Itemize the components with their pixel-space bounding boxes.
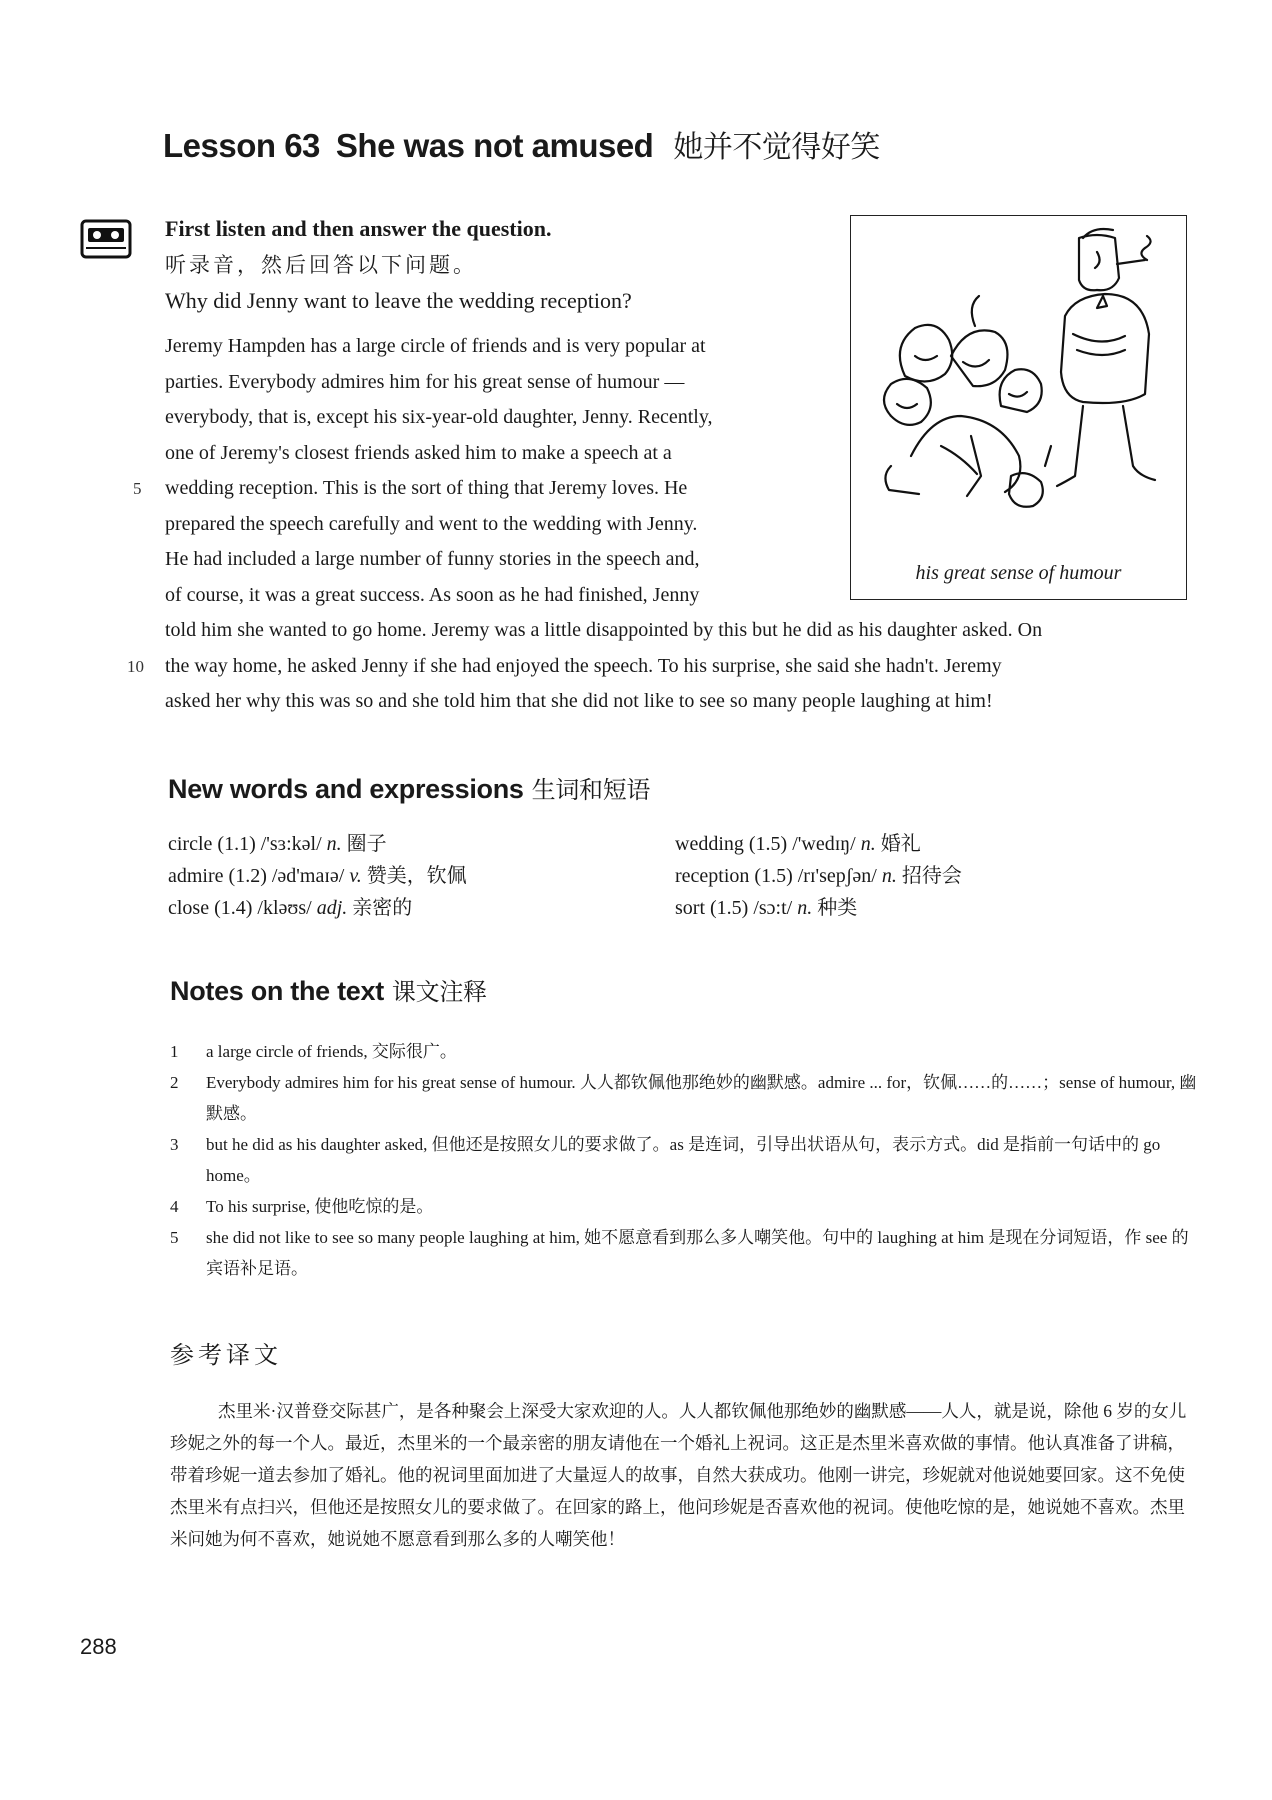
vocab-item: wedding (1.5) /'wedɪŋ/ n. 婚礼	[675, 833, 921, 855]
cassette-tape-icon	[80, 217, 132, 261]
new-words-heading: New words and expressions 生词和短语	[168, 774, 651, 804]
notes-heading: Notes on the text 课文注释	[170, 976, 487, 1006]
passage-line: parties. Everybody admires him for his great sense of humour —	[165, 370, 685, 393]
notes-list	[170, 1036, 1200, 1284]
note-item: 4 To his surprise, 使他吃惊的是。	[170, 1197, 434, 1216]
vocab-item: close (1.4) /kləʊs/ adj. 亲密的	[168, 897, 413, 919]
instruction-zh: 听录音，然后回答以下问题。	[165, 253, 477, 277]
passage-line: 5 wedding reception. This is the sort of thing that Jeremy loves. He	[165, 471, 1042, 507]
vocab-item: admire (1.2) /əd'maɪə/ v. 赞美，钦佩	[168, 865, 467, 887]
vocab-list-left	[168, 828, 467, 924]
note-item: 1 a large circle of friends, 交际很广。	[170, 1042, 457, 1061]
passage-line: 10 the way home, he asked Jenny if she had enjoyed the speech. To his surprise, she said she hadn't. Jeremy	[165, 649, 1042, 685]
passage-line: He had included a large number of funny stories in the speech and,	[165, 548, 700, 570]
lesson-title-zh: 她并不觉得好笑	[673, 131, 880, 164]
passage-line: Jeremy Hampden has a large circle of friends and is very popular at	[165, 335, 706, 357]
instruction-en: First listen and then answer the question.	[165, 216, 552, 241]
illustration-caption: his great sense of humour	[915, 562, 1122, 584]
passage-line: of course, it was a great success. As soon as he had finished, Jenny	[165, 583, 700, 606]
note-item: 3 but he did as his daughter asked, 但他还是按照女儿的要求做了。as 是连词，引导出状语从句，表示方式。did 是指前一句话中的 go home。	[170, 1135, 1161, 1185]
page-number: 288	[80, 1634, 117, 1659]
lesson-title-en: She was not amused	[335, 127, 654, 164]
note-item: 2 Everybody admires him for his great sense of humour. 人人都钦佩他那绝妙的幽默感。admire ... for，钦佩……的……；sense of humour, 幽默感。	[170, 1073, 1197, 1123]
vocab-list-right	[675, 828, 962, 924]
reference-translation-title: 参考译文	[170, 1343, 282, 1369]
passage-line: asked her why this was so and she told him that she did not like to see so many people laughing at him!	[165, 690, 993, 712]
passage-line: told him she wanted to go home. Jeremy was a little disappointed by this but he did as his daughter asked. On	[165, 619, 1043, 641]
vocab-item: reception (1.5) /rɪ'sepʃən/ n. 招待会	[675, 865, 962, 887]
line-number: 5	[133, 479, 142, 498]
vocab-item: circle (1.1) /'sɜ:kəl/ n. 圈子	[168, 833, 387, 855]
line-number: 10	[127, 656, 144, 676]
lesson-title	[163, 122, 880, 166]
note-item: 5 she did not like to see so many people laughing at him, 她不愿意看到那么多人嘲笑他。句中的 laughing at him 是现在分词短语，作 see 的宾语补足语。	[170, 1228, 1189, 1278]
vocab-item: sort (1.5) /sɔ:t/ n. 种类	[675, 897, 858, 919]
lesson-number: Lesson 63	[163, 127, 320, 164]
reference-translation-text: 杰里米·汉普登交际甚广，是各种聚会上深受大家欢迎的人。人人都钦佩他那绝妙的幽默感——人人，就是说，除他 6 岁的女儿珍妮之外的每一个人。最近，杰里米的一个最亲密的朋友请他在一个婚礼上祝词。这正是杰里米喜欢做的事情。他认真准备了讲稿，带着珍妮一道去参加了婚礼。他的祝词里面加进了大量逗人的故事，自然大获成功。他刚一讲完，珍妮就对他说她要回家。这不免使杰里米有点扫兴，但他还是按照女儿的要求做了。在回家的路上，他问珍妮是否喜欢他的祝词。使他吃惊的是，她说她不喜欢。杰里米问她为何不喜欢，她说她不愿意看到那么多的人嘲笑他！	[170, 1401, 1187, 1549]
passage-text	[127, 329, 1043, 720]
listening-instruction	[165, 211, 785, 319]
comprehension-question: Why did Jenny want to leave the wedding reception?	[165, 288, 632, 313]
passage-line: everybody, that is, except his six-year-old daughter, Jenny. Recently,	[165, 406, 713, 428]
passage-line: prepared the speech carefully and went to the wedding with Jenny.	[165, 512, 698, 535]
passage-line: one of Jeremy's closest friends asked him to make a speech at a	[165, 441, 672, 464]
